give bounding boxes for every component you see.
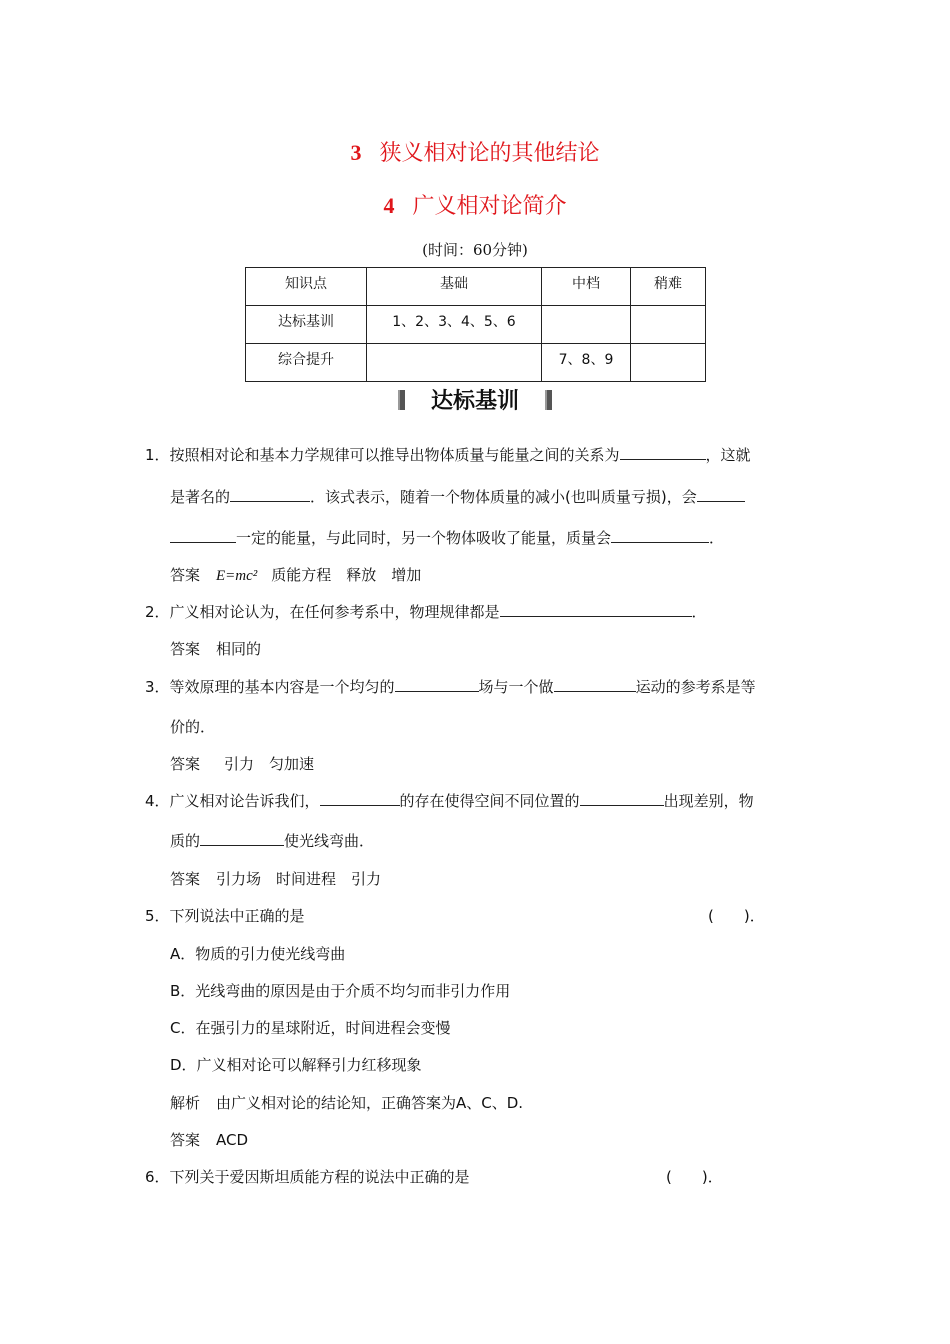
fill-blank xyxy=(620,445,706,460)
q3-line-1: 3．等效原理的基本内容是一个均匀的 场与一个做 运动的参考系是等 xyxy=(145,678,756,696)
section-heading xyxy=(0,384,950,415)
table-cell xyxy=(631,344,706,382)
q5-option-d: D．广义相对论可以解释引力红移现象 xyxy=(170,1056,422,1074)
q4-line-1: 4．广义相对论告诉我们， 的存在使得空间不同位置的 出现差别，物 xyxy=(145,792,754,810)
fill-blank xyxy=(320,791,400,806)
table-header-cell: 基础 xyxy=(367,268,542,306)
title-text: 广义相对论简介 xyxy=(412,194,567,219)
q1-line-3: 一定的能量，与此同时，另一个物体吸收了能量，质量会 ． xyxy=(170,527,724,548)
mass-energy-formula: E=mc² xyxy=(216,568,258,584)
fill-blank xyxy=(554,677,636,692)
q5-answer: 答案 ACD xyxy=(170,1131,249,1149)
table-cell: 1、2、3、4、5、6 xyxy=(367,306,542,344)
q2-answer: 答案 相同的 xyxy=(170,640,262,658)
fill-blank xyxy=(170,528,236,543)
q1-line-2: 是著名的 ．该式表示，随着一个物体质量的减小(也叫质量亏损)，会 xyxy=(170,486,745,507)
table-cell xyxy=(367,344,542,382)
table-row xyxy=(246,306,706,344)
chapter-title-4 xyxy=(0,189,950,220)
fill-blank xyxy=(200,831,284,846)
table-cell xyxy=(542,306,631,344)
table-header-cell: 知识点 xyxy=(246,268,367,306)
section-bar-left xyxy=(398,390,405,410)
fill-blank xyxy=(500,602,692,617)
q6-stem: 6．下列关于爱因斯坦质能方程的说法中正确的是 xyxy=(145,1168,470,1186)
title-number: 3 xyxy=(350,140,362,165)
section-bar-right xyxy=(545,390,552,410)
table-cell xyxy=(631,306,706,344)
table-header-cell: 中档 xyxy=(542,268,631,306)
fill-blank xyxy=(395,677,479,692)
q6-answer-paren: ( )． xyxy=(666,1168,723,1186)
q1-line-1: 1．按照相对论和基本力学规律可以推导出物体质量与能量之间的关系为 ，这就 xyxy=(145,446,751,464)
knowledge-table xyxy=(245,267,706,382)
table-cell: 7、8、9 xyxy=(542,344,631,382)
q4-answer: 答案 引力场 时间进程 引力 xyxy=(170,870,382,888)
q5-option-b: B．光线弯曲的原因是由于介质不均匀而非引力作用 xyxy=(170,982,511,1000)
section-title: 达标基训 xyxy=(430,389,519,414)
title-text: 狭义相对论的其他结论 xyxy=(379,141,600,166)
title-number: 4 xyxy=(383,193,395,218)
table-header-cell: 稍难 xyxy=(631,268,706,306)
fill-blank xyxy=(230,487,310,502)
q5-answer-paren: ( )． xyxy=(708,907,765,925)
q5-stem: 5．下列说法中正确的是 xyxy=(145,907,305,925)
table-row xyxy=(246,344,706,382)
chapter-title-3 xyxy=(0,136,950,167)
q4-line-2: 质的 使光线弯曲． xyxy=(170,832,375,850)
time-limit: (时间：60分钟) xyxy=(422,241,528,259)
q2-line-1: 2．广义相对论认为，在任何参考系中，物理规律都是 ． xyxy=(145,603,707,621)
q1-answer: 答案 E=mc² 质能方程 释放 增加 xyxy=(170,566,422,584)
fill-blank xyxy=(697,487,745,502)
q5-analysis: 解析 由广义相对论的结论知，正确答案为A、C、D. xyxy=(170,1094,524,1112)
table-cell: 达标基训 xyxy=(246,306,367,344)
fill-blank xyxy=(580,791,664,806)
q5-option-a: A．物质的引力使光线弯曲 xyxy=(170,945,346,963)
q3-line-2: 价的． xyxy=(170,718,216,736)
q3-answer: 答案 引力 匀加速 xyxy=(170,755,315,773)
table-header-row xyxy=(246,268,706,306)
q5-option-c: C．在强引力的星球附近，时间进程会变慢 xyxy=(170,1019,451,1037)
table-cell: 综合提升 xyxy=(246,344,367,382)
fill-blank xyxy=(611,528,709,543)
